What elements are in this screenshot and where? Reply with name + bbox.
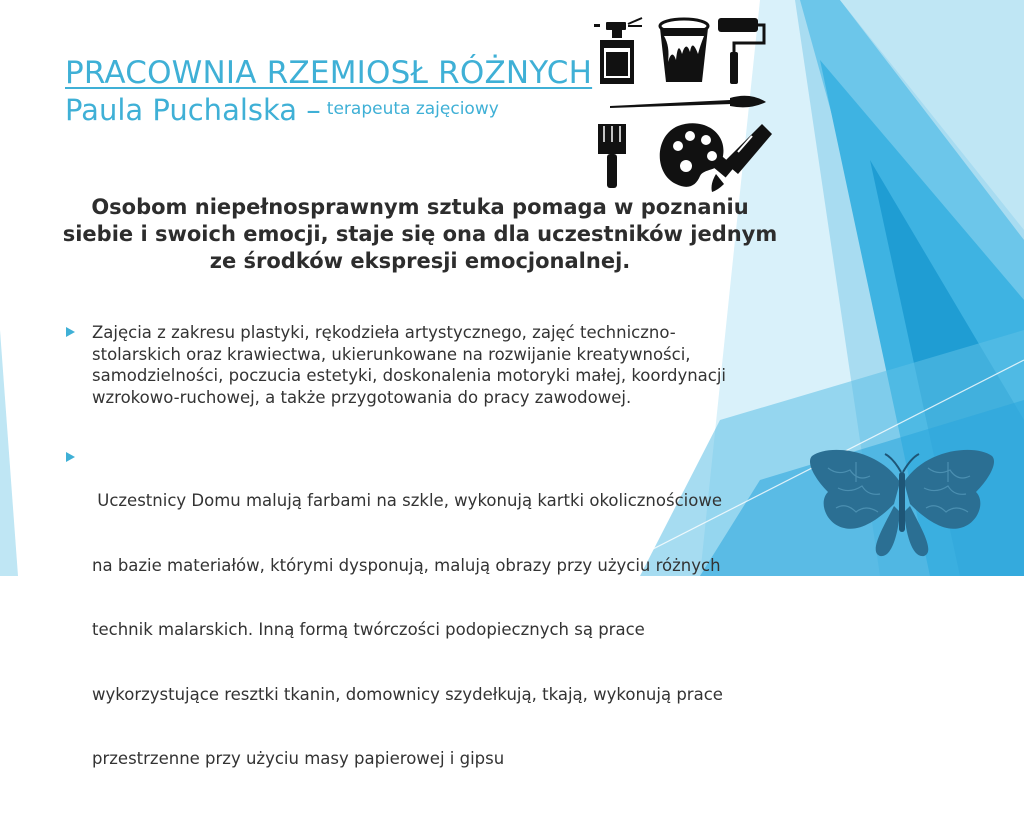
bullet-line: technik malarskich. Inną formą twórczości podopiecznych są prace [92,620,645,639]
wide-brush-icon [598,124,626,188]
bullet-text [92,447,792,813]
bg-left-accent [0,330,18,576]
bullet-line: Uczestnicy Domu malują farbami na szkle, wykonują kartki okolicznościowe [92,491,722,510]
lead-paragraph: Osobom niepełnosprawnym sztuka pomaga w poznaniu siebie i swoich emocji, staje się ona dla uczestników jednym ze środków ekspresji emocjonalnej. [62,195,778,273]
paint-bucket-icon [660,19,708,82]
palette-icon [660,123,724,187]
bullet-arrow-icon [66,452,75,462]
butterfly-puzzle-image [808,448,996,558]
subtitle-name: Paula Puchalska – [65,93,321,127]
bullet-line: samodzielności, poczucia estetyki, doskonalenia motoryki małej, koordynacji [92,366,727,385]
bullet-line: na bazie materiałów, którymi dysponują, malują obrazy przy użyciu różnych [92,555,721,575]
spray-bottle-icon [594,18,642,84]
slide-title: PRACOWNIA RZEMIOSŁ RÓŻNYCH [65,55,593,91]
paintbrush-icon [610,96,766,108]
title-block [65,55,592,127]
bullet-text [92,322,792,408]
bullet-line: stolarskich oraz krawiectwa, ukierunkowane na rozwijanie kreatywności, [92,344,691,364]
art-tools-icons [590,14,780,194]
bullet-line: wzrokowo-ruchowej, a także przygotowania do pracy zawodowej. [92,387,632,407]
bullet-line: wykorzystujące resztki tkanin, domownicy szydełkują, tkają, wykonują prace [92,684,723,704]
paint-roller-icon [718,18,764,84]
bullet-arrow-icon [66,327,75,337]
bullet-line: Zajęcia z zakresu plastyki, rękodzieła artystycznego, zajęć techniczno- [92,323,676,342]
slide-subtitle [65,93,592,127]
bullet-line: przestrzenne przy użyciu masy papierowej i gipsu [92,749,505,768]
subtitle-role: terapeuta zajęciowy [326,99,499,119]
